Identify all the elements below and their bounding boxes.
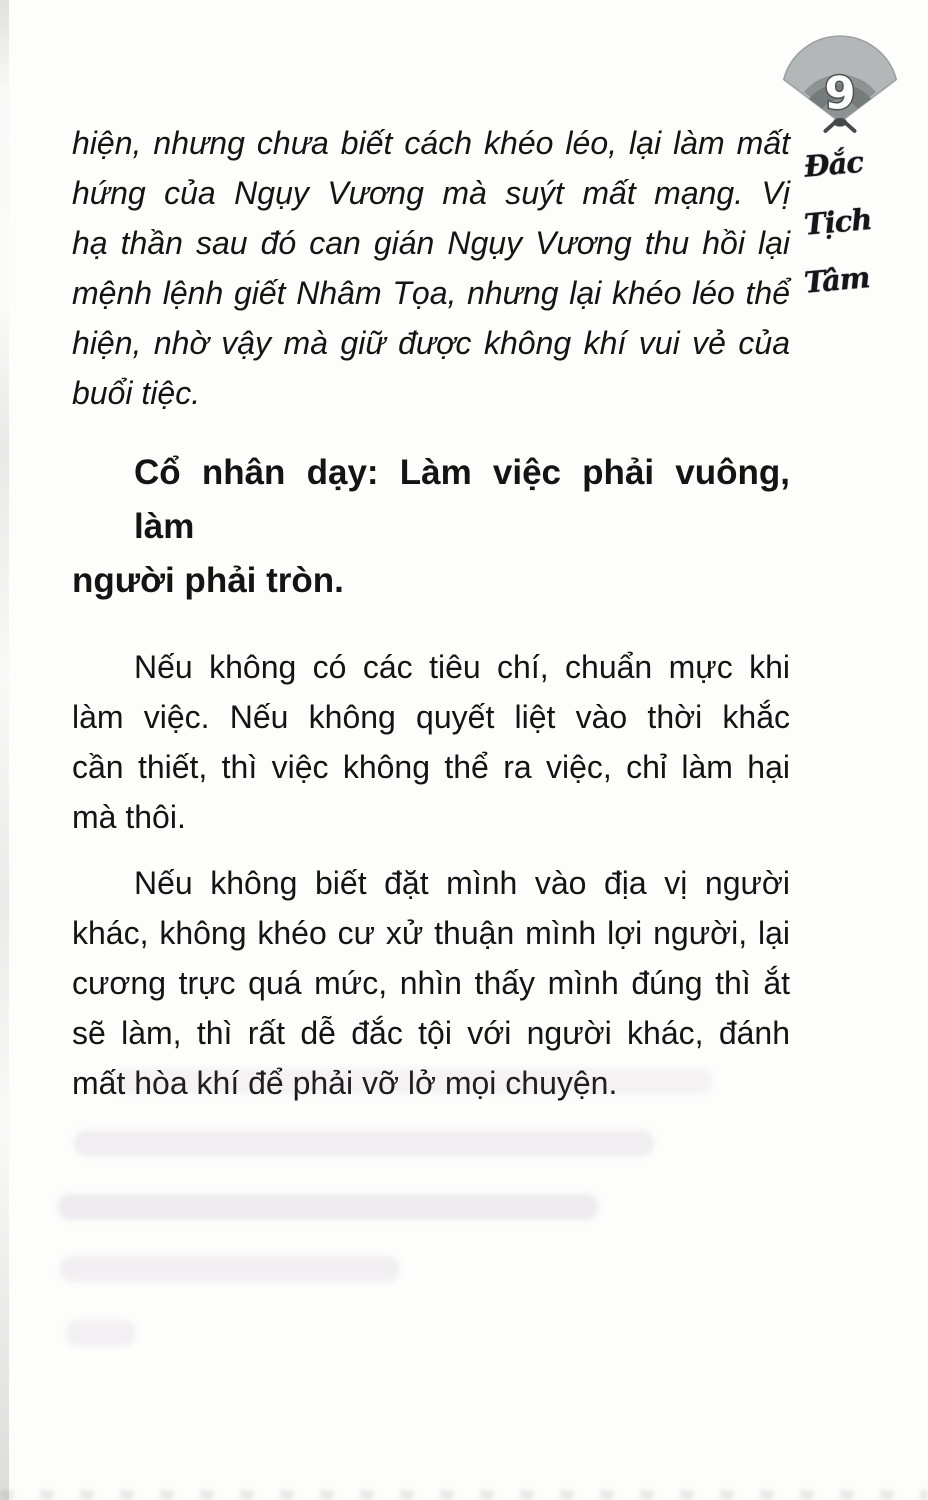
page-number-fan [772, 22, 908, 136]
ghost-text-line [112, 1068, 712, 1094]
text-line: hứng của Ngụy Vương mà suýt mất mạng. Vị [72, 175, 790, 211]
ghost-text-line [66, 1320, 136, 1346]
calligraphy-word: Đắc [802, 144, 865, 184]
text-line: mất hòa khí để phải vỡ lở mọi chuyện. [72, 1065, 618, 1101]
text-line: làm việc. Nếu không quyết liệt vào thời khắc [72, 699, 790, 735]
proverb-heading [72, 446, 790, 608]
calligraphy-word: Tâm [802, 260, 871, 300]
content-column [72, 118, 790, 1108]
paragraph-gap [72, 842, 790, 858]
text-line: hiện, nhờ vậy mà giữ được không khí vui vẻ của [72, 325, 790, 361]
text-line: cương trực quá mức, nhìn thấy mình đúng thì ắt [72, 965, 790, 1001]
bottom-scan-artifact [0, 1490, 928, 1500]
text-line: mà thôi. [72, 799, 186, 835]
text-line: mệnh lệnh giết Nhâm Tọa, nhưng lại khéo léo thể [72, 275, 790, 311]
ghost-text-line [60, 1256, 400, 1282]
page-number: 9 [824, 67, 856, 120]
text-line: khác, không khéo cư xử thuận mình lợi người, lại [72, 915, 790, 951]
page-edge-shadow [0, 0, 9, 1500]
text-line: người phải tròn. [72, 561, 344, 600]
calligraphy-word: Tịch [802, 201, 873, 242]
fan-icon [772, 22, 908, 136]
margin-calligraphy [804, 140, 914, 300]
text-line: Nếu không biết đặt mình vào địa vị người [134, 865, 790, 901]
text-line: Cổ nhân dạy: Làm việc phải vuông, làm [134, 453, 790, 546]
text-line: sẽ làm, thì rất dễ đắc tội với người khác, đánh [72, 1015, 790, 1051]
text-line: buổi tiệc. [72, 375, 201, 411]
text-line: cần thiết, thì việc không thể ra việc, chỉ làm hại [72, 749, 790, 785]
ghost-text-line [58, 1194, 598, 1220]
text-line: hiện, nhưng chưa biết cách khéo léo, lại làm mất [72, 125, 790, 161]
story-paragraph [72, 118, 790, 418]
ghost-text-line [74, 1130, 654, 1156]
commentary-paragraph-1 [72, 642, 790, 842]
text-line: Nếu không có các tiêu chí, chuẩn mực khi [134, 649, 790, 685]
text-line: hạ thần sau đó can gián Ngụy Vương thu hồi lại [72, 225, 790, 261]
